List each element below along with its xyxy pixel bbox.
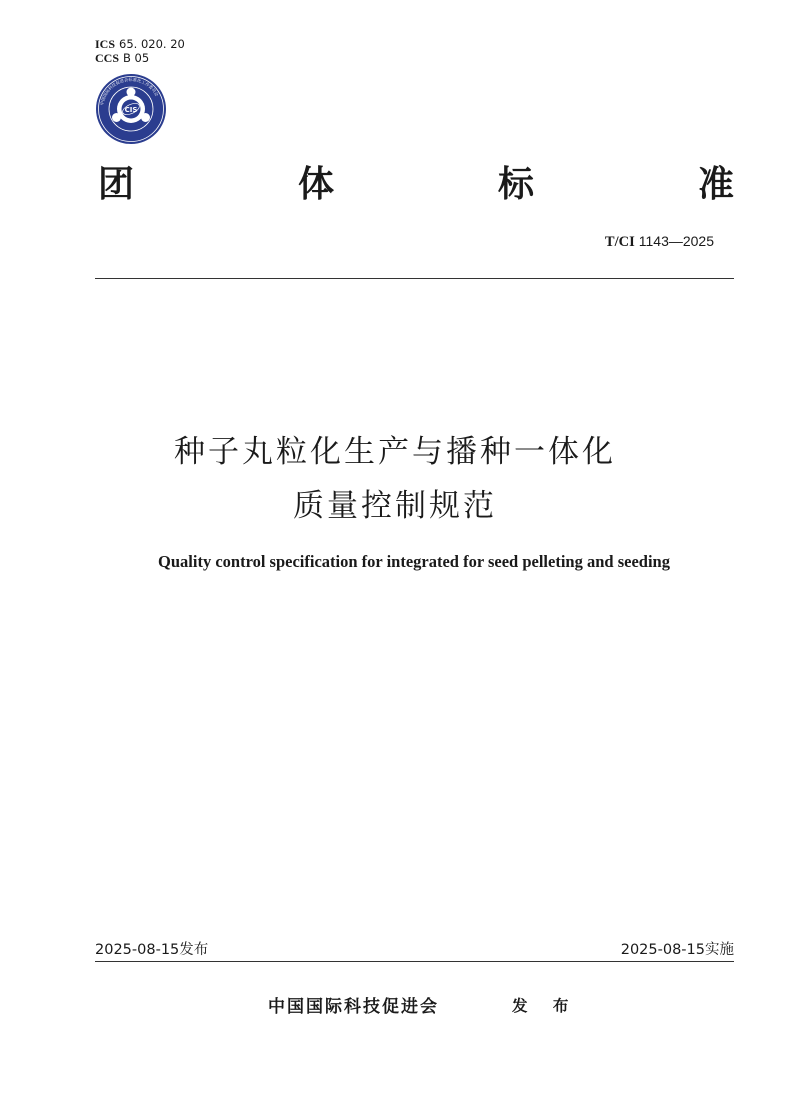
title-en: Quality control specification for integrated for seed pelleting and seeding: [158, 552, 670, 571]
classification-codes: [95, 38, 185, 65]
ccs-code: [95, 52, 185, 66]
heading-char: 标: [497, 164, 534, 205]
standard-number: [605, 233, 714, 251]
organization-seal-logo: [95, 73, 167, 145]
title-cn-line-2: 质量控制规范: [293, 488, 497, 524]
ccs-label: CCS: [95, 50, 120, 65]
bottom-divider: [95, 961, 734, 962]
heading-char: 准: [697, 164, 734, 205]
ccs-value: B 05: [123, 50, 150, 65]
ics-label: ICS: [95, 37, 116, 51]
standard-code: 1143—2025: [638, 233, 714, 249]
document-type-heading: [98, 160, 734, 210]
publish-date: 2025-08-15发布: [95, 942, 209, 958]
ics-value: 65. 020. 20: [119, 37, 185, 51]
seal-center-text: CIS: [124, 105, 138, 114]
publisher-action: 发 布: [512, 997, 579, 1015]
top-divider: [95, 278, 734, 279]
implement-date: 2025-08-15实施: [620, 942, 734, 958]
standard-prefix: T/CI: [604, 234, 635, 250]
seal-ring-text: 中国国际科技促进会标准化工作委员会: [99, 76, 160, 106]
publisher-name: 中国国际科技促进会: [268, 997, 439, 1017]
title-cn-line-1: 种子丸粒化生产与播种一体化: [174, 434, 616, 470]
heading-char: 团: [98, 164, 135, 205]
heading-char: 体: [297, 164, 334, 205]
ics-code: [95, 38, 185, 52]
